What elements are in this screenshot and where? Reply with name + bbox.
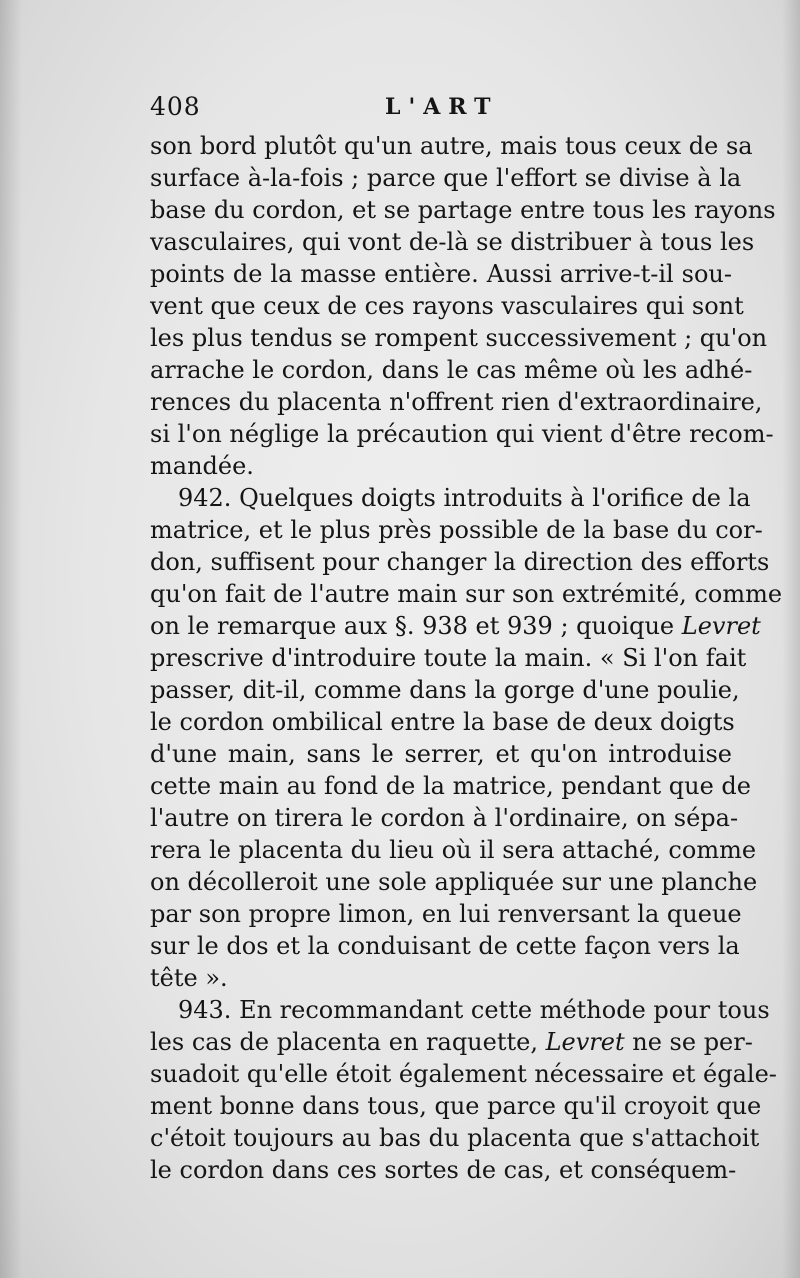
text-line: si l'on néglige la précaution qui vient d'être recom- [150,420,774,448]
page-gutter-shadow [0,0,22,1278]
text-line: par son propre limon, en lui renversant la queue [150,900,742,928]
page-number: 408 [150,92,201,121]
text-line: c'étoit toujours au bas du placenta que s'attachoit [150,1124,760,1152]
text-line: sur le dos et la conduisant de cette façon vers la [150,932,740,960]
text-line: l'autre on tirera le cordon à l'ordinaire, on sépa- [150,804,739,832]
text-line: passer, dit-il, comme dans la gorge d'une poulie, [150,676,740,704]
text-line: suadoit qu'elle étoit également nécessaire et égale- [150,1060,777,1088]
text-line: vent que ceux de ces rayons vasculaires qui sont [150,292,744,320]
text-line: qu'on fait de l'autre main sur son extrémité, comme [150,580,783,608]
text-line: le cordon dans ces sortes de cas, et conséquem- [150,1156,737,1184]
paragraph-start-942: 942. Quelques doigts introduits à l'orifice de la [178,484,751,512]
text-line: le cordon ombilical entre la base de deux doigts [150,708,735,736]
text-line: don, suffisent pour changer la direction des efforts [150,548,770,576]
paragraph-start-943: 943. En recommandant cette méthode pour tous [178,996,770,1024]
author-name: Levret [545,1028,625,1056]
text-line: ment bonne dans tous, que parce qu'il croyoit que [150,1092,762,1120]
author-name: Levret [681,612,761,640]
text-line: base du cordon, et se partage entre tous les rayons [150,196,776,224]
text-line: matrice, et le plus près possible de la base du cor- [150,516,763,544]
running-title: L'ART [385,94,499,120]
text-line: les cas de placenta en raquette, Levret ne se per- [150,1028,753,1056]
text-line: on décolleroit une sole appliquée sur une planche [150,868,758,896]
text-line: tête ». [150,964,228,992]
text-line: les plus tendus se rompent successivement ; qu'on [150,324,768,352]
text-line: vasculaires, qui vont de-là se distribuer à tous les [150,228,755,256]
body-text [150,130,783,1186]
text-line: d'une main, sans le serrer, et qu'on introduise [150,740,732,768]
text-line: rences du placenta n'offrent rien d'extraordinaire, [150,388,763,416]
text-line: rera le placenta du lieu où il sera attaché, comme [150,836,757,864]
page-edge-shadow [782,0,800,1278]
text-line: prescrive d'introduire toute la main. « Si l'on fait [150,644,747,672]
running-head [150,92,735,126]
text-line: on le remarque aux §. 938 et 939 ; quoique Levret [150,612,761,640]
text-line: mandée. [150,452,254,480]
text-line: surface à-la-fois ; parce que l'effort se divise à la [150,164,742,192]
text-line: son bord plutôt qu'un autre, mais tous ceux de sa [150,132,753,160]
text-line: points de la masse entière. Aussi arrive-t-il sou- [150,260,732,288]
text-line: arrache le cordon, dans le cas même où les adhé- [150,356,753,384]
text-line: cette main au fond de la matrice, pendant que de [150,772,751,800]
